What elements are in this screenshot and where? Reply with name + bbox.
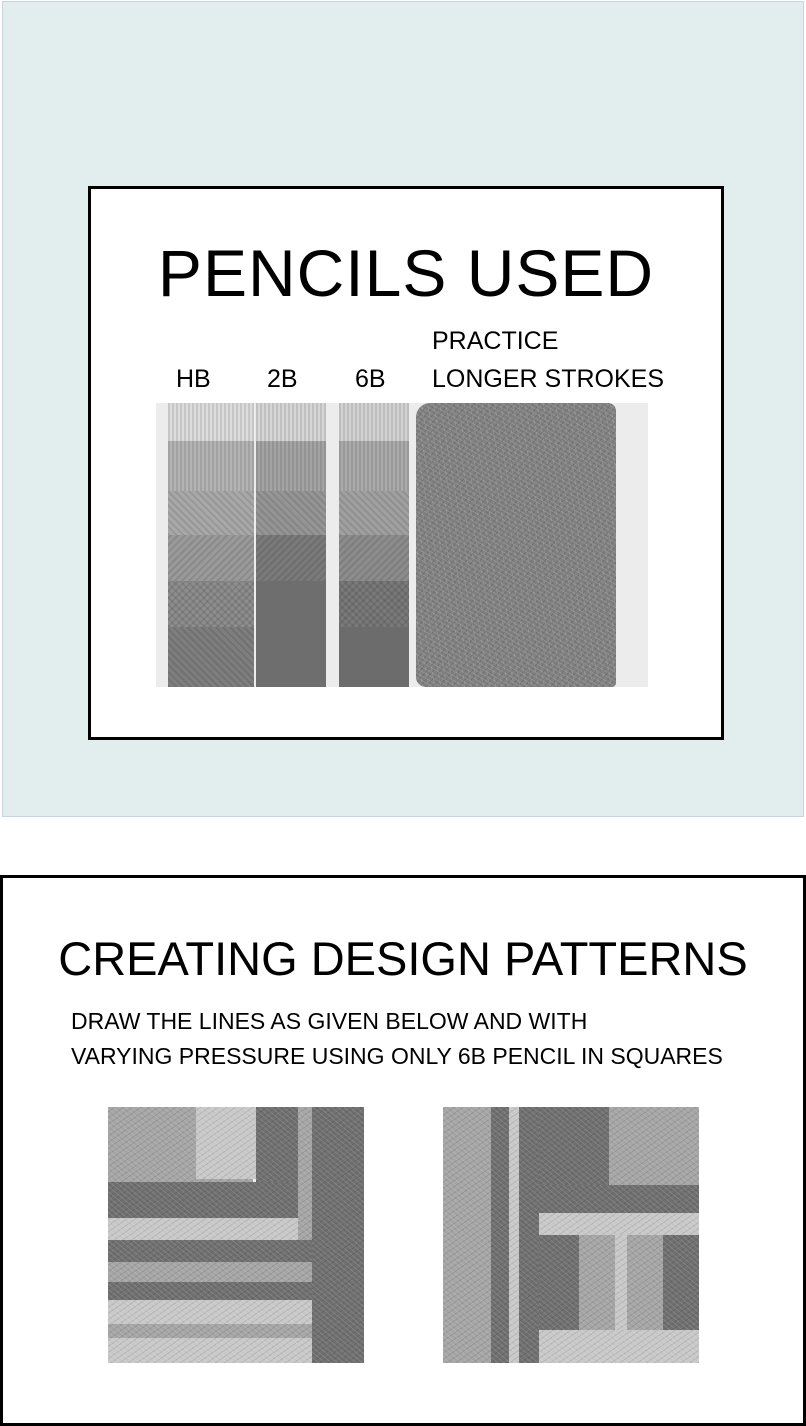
pattern-sample-2 — [443, 1107, 699, 1363]
swatch-strip-hb — [168, 403, 254, 687]
pencil-swatch-image — [156, 403, 648, 687]
label-practice-line2: LONGER STROKES — [432, 365, 664, 393]
design-patterns-card — [0, 875, 806, 1426]
pencils-used-card — [88, 186, 724, 740]
instructions — [71, 1004, 723, 1074]
pencils-used-title: PENCILS USED — [157, 236, 655, 310]
swatch-strip-2b — [256, 403, 326, 687]
swatch-strip-6b — [339, 403, 409, 687]
label-hb: HB — [176, 365, 211, 393]
instruction-line-2: VARYING PRESSURE USING ONLY 6B PENCIL IN SQUARES — [71, 1043, 723, 1069]
pattern-sample-1 — [108, 1107, 364, 1363]
label-practice-line1: PRACTICE — [432, 327, 559, 355]
swatch-practice-strokes — [416, 403, 616, 687]
design-patterns-title: CREATING DESIGN PATTERNS — [58, 932, 748, 985]
top-panel — [2, 1, 804, 817]
label-6b: 6B — [355, 365, 386, 393]
label-2b: 2B — [267, 365, 298, 393]
instruction-line-1: DRAW THE LINES AS GIVEN BELOW AND WITH — [71, 1008, 588, 1034]
